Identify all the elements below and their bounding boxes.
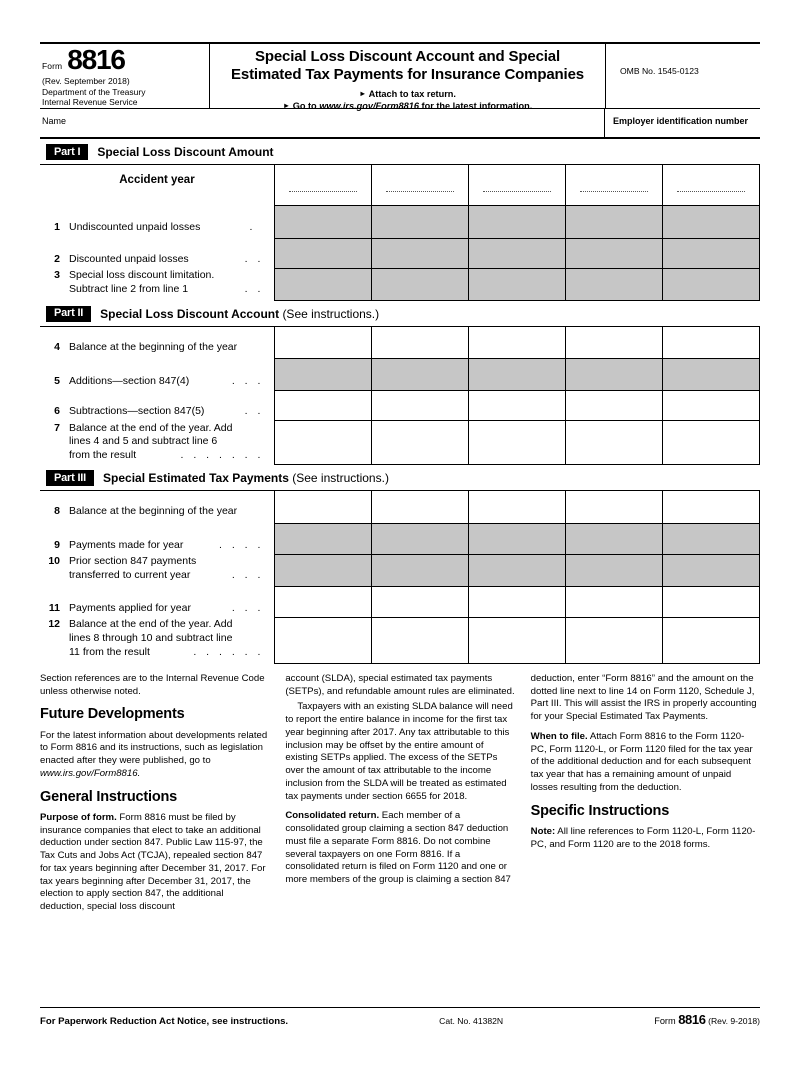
part-1-banner xyxy=(40,139,760,164)
line-7-text-2: lines 4 and 5 and subtract line 6 xyxy=(69,435,218,448)
line-1-col-3[interactable] xyxy=(468,205,565,238)
line-6-dots: . . xyxy=(244,404,264,417)
line-10-col-3[interactable] xyxy=(468,554,565,586)
line-1-text-wrap xyxy=(69,221,274,235)
line-6-col-1[interactable] xyxy=(274,391,371,421)
line-12-col-4[interactable] xyxy=(565,617,662,663)
line-12-col-3[interactable] xyxy=(468,617,565,663)
part-3-title-main: Special Estimated Tax Payments xyxy=(103,471,289,486)
accident-year-label-cell xyxy=(40,165,274,206)
department-line-1: Department of the Treasury xyxy=(42,86,146,97)
accident-year-col-2[interactable] xyxy=(371,165,468,206)
line-1-col-2[interactable] xyxy=(371,205,468,238)
department-line-2: Internal Revenue Service xyxy=(42,97,138,108)
right-triangle-icon: ► xyxy=(359,88,367,98)
line-9-col-4[interactable] xyxy=(565,523,662,554)
line-5-dots: . . . xyxy=(231,374,264,387)
line-11-col-2[interactable] xyxy=(371,586,468,617)
part-3-title-note: (See instructions.) xyxy=(292,471,389,486)
line-2-col-5[interactable] xyxy=(662,238,759,268)
line-4-col-3[interactable] xyxy=(468,326,565,359)
line-11-col-1[interactable] xyxy=(274,586,371,617)
line-9-text: Payments made for year xyxy=(69,539,184,552)
line-7 xyxy=(40,421,274,463)
line-8-col-1[interactable] xyxy=(274,491,371,524)
line-5-text-wrap xyxy=(69,375,274,389)
table-row xyxy=(40,421,760,465)
line-12-text-2: lines 8 through 10 and subtract line xyxy=(69,632,233,645)
table-row xyxy=(40,617,760,663)
form-page xyxy=(0,42,800,1077)
goto-prefix: Go to xyxy=(292,100,320,111)
table-row xyxy=(40,205,760,238)
accident-year-header-row xyxy=(40,165,760,206)
year-fill-line xyxy=(289,191,357,192)
form-revision-date: (Rev. September 2018) xyxy=(42,76,130,86)
form-number-row xyxy=(42,46,205,74)
line-2-col-3[interactable] xyxy=(468,238,565,268)
line-10-col-4[interactable] xyxy=(565,554,662,586)
line-12-dots: . . . . . . xyxy=(193,645,264,658)
line-12 xyxy=(40,617,274,659)
part-2-title-note: (See instructions.) xyxy=(282,306,380,321)
line-5-col-5[interactable] xyxy=(662,359,759,391)
line-4-col-1[interactable] xyxy=(274,326,371,359)
form-header xyxy=(40,42,760,109)
line-6 xyxy=(40,391,274,419)
line-4-number: 4 xyxy=(54,340,60,353)
part-2-banner xyxy=(40,301,760,326)
line-2-col-2[interactable] xyxy=(371,238,468,268)
line-5-col-2[interactable] xyxy=(371,359,468,391)
footer-form-label: Form xyxy=(654,1016,676,1026)
line-1-text: Undiscounted unpaid losses xyxy=(69,221,201,234)
line-3-col-2[interactable] xyxy=(371,268,468,300)
consolidated-return-label: Consolidated return. xyxy=(285,810,380,822)
footer-form-number: 8816 xyxy=(678,1012,706,1027)
line-8-label-cell xyxy=(40,491,274,524)
line-2-number: 2 xyxy=(54,253,60,266)
form-title-line-2: Estimated Tax Payments for Insurance Companies xyxy=(231,66,584,84)
line-10-col-5[interactable] xyxy=(662,554,759,586)
instructions-section xyxy=(40,673,760,921)
line-12-text-wrap xyxy=(69,618,274,659)
line-3-dots: . . xyxy=(244,282,264,295)
line-6-text: Subtractions—section 847(5) xyxy=(69,404,205,417)
line-11-col-3[interactable] xyxy=(468,586,565,617)
line-10-text-wrap xyxy=(69,555,274,582)
line-5-col-1[interactable] xyxy=(274,359,371,391)
part-1-tag: Part I xyxy=(46,144,88,160)
line-2-text: Discounted unpaid losses xyxy=(69,253,189,266)
line-9-col-5[interactable] xyxy=(662,523,759,554)
future-developments-period: . xyxy=(137,767,141,779)
line-8-col-4[interactable] xyxy=(565,491,662,524)
form-label: Form xyxy=(42,61,63,71)
note-paragraph xyxy=(531,826,760,852)
line-2-dots: . . xyxy=(244,253,264,266)
goto-suffix: for the latest information. xyxy=(418,100,533,111)
line-3-text: Special loss discount limitation. xyxy=(69,269,215,282)
line-11 xyxy=(40,586,274,616)
irs-form-url[interactable]: www.irs.gov/Form8816 xyxy=(40,767,138,779)
line-4-col-4[interactable] xyxy=(565,326,662,359)
line-2-label-cell xyxy=(40,238,274,268)
line-3 xyxy=(40,268,274,296)
line-8-number: 8 xyxy=(54,505,60,518)
line-6-col-4[interactable] xyxy=(565,391,662,421)
line-1-dots: . xyxy=(249,221,256,234)
line-7-text-wrap xyxy=(69,422,274,463)
line-6-col-5[interactable] xyxy=(662,391,759,421)
part-3-title xyxy=(103,471,389,485)
line-1-col-5[interactable] xyxy=(662,205,759,238)
line-4-col-5[interactable] xyxy=(662,326,759,359)
year-fill-line xyxy=(580,191,648,192)
table-row xyxy=(40,491,760,524)
part-3-tag: Part III xyxy=(46,470,94,486)
line-9-dots: . . . . xyxy=(219,539,264,552)
line-9-col-3[interactable] xyxy=(468,523,565,554)
line-2-text-wrap xyxy=(69,253,274,267)
line-10-text: Prior section 847 payments xyxy=(69,555,197,568)
line-8-col-3[interactable] xyxy=(468,491,565,524)
line-12-text-3: 11 from the result xyxy=(69,645,150,658)
line-1 xyxy=(40,205,274,235)
line-12-col-1[interactable] xyxy=(274,617,371,663)
line-11-dots: . . . xyxy=(231,602,264,615)
line-9-col-2[interactable] xyxy=(371,523,468,554)
consolidated-continued-text: deduction, enter “Form 8816” and the amount on the dotted line next to line 14 on Form 1120, Schedule J, Part III. This will assist the IRS in properly accounting for your Special Estimated Tax Payments. xyxy=(530,672,757,723)
goto-url[interactable]: www.irs.gov/Form8816 xyxy=(319,100,419,111)
line-5-text: Additions—section 847(4) xyxy=(69,374,190,387)
instructions-column-3 xyxy=(531,673,760,921)
accident-year-col-3[interactable] xyxy=(468,165,565,206)
line-4-col-2[interactable] xyxy=(371,326,468,359)
purpose-of-form-paragraph xyxy=(40,812,269,914)
line-3-col-5[interactable] xyxy=(662,268,759,300)
form-number: 8816 xyxy=(67,44,125,75)
year-fill-line xyxy=(677,191,745,192)
part-2-title-main: Special Loss Discount Account xyxy=(100,306,280,321)
year-fill-line xyxy=(386,191,454,192)
part-2-title xyxy=(100,307,379,321)
part-2-table xyxy=(40,326,760,466)
line-1-col-1[interactable] xyxy=(274,205,371,238)
line-7-col-2[interactable] xyxy=(371,421,468,465)
when-to-file-body: Attach Form 8816 to the Form 1120-PC, Form 1120-L, or Form 1120 filed for the tax year of the additional deduction and for each subsequent tax year that has a remaining amount of unpaid losses resulting from the deduction. xyxy=(530,730,753,793)
line-8-col-5[interactable] xyxy=(662,491,759,524)
note-label: Note: xyxy=(530,825,556,837)
line-7-col-3[interactable] xyxy=(468,421,565,465)
omb-number: OMB No. 1545-0123 xyxy=(620,66,699,76)
line-5-number: 5 xyxy=(54,374,60,387)
line-9-text-wrap xyxy=(69,539,274,553)
line-8-text: Balance at the beginning of the year xyxy=(69,505,238,518)
line-5-label-cell xyxy=(40,359,274,391)
part-1-title: Special Loss Discount Amount xyxy=(97,145,274,160)
footer-form-id xyxy=(654,1012,760,1027)
goto-instruction xyxy=(216,101,599,113)
line-3-col-1[interactable] xyxy=(274,268,371,300)
part-1-table xyxy=(40,164,760,301)
form-identity-block xyxy=(40,44,210,108)
future-developments-text: For the latest information about developments related to Form 8816 and its instructions, such as legislation enacted after they were published, go to xyxy=(40,729,268,767)
attach-text: Attach to tax return. xyxy=(368,88,456,99)
line-7-col-5[interactable] xyxy=(662,421,759,465)
line-12-col-5[interactable] xyxy=(662,617,759,663)
specific-instructions-heading: Specific Instructions xyxy=(530,802,670,819)
line-7-col-4[interactable] xyxy=(565,421,662,465)
taxpayers-slda-paragraph: Taxpayers with an existing SLDA balance will need to report the entire balance in income for the first tax year beginning after 2017. Any tax attributable to this inclusion may be offset by the entire amount of existing SETPs applied. The excess of the SETPs over the amount of tax attributable to the income inclusion from the SLDA will be treated as estimated tax payments under section 6655 for 2018. xyxy=(285,701,513,802)
line-12-number: 12 xyxy=(48,618,60,631)
line-6-number: 6 xyxy=(54,404,60,417)
line-11-text: Payments applied for year xyxy=(69,602,191,615)
table-row xyxy=(40,523,760,554)
omb-block xyxy=(605,44,760,108)
section-references-text: Section references are to the Internal Revenue Code unless otherwise noted. xyxy=(40,672,265,697)
line-2-col-1[interactable] xyxy=(274,238,371,268)
general-instructions-heading: General Instructions xyxy=(40,788,178,805)
part-3-table xyxy=(40,490,760,664)
instructions-column-1 xyxy=(40,673,269,921)
line-9-col-1[interactable] xyxy=(274,523,371,554)
line-10-col-2[interactable] xyxy=(371,554,468,586)
footer-revision: (Rev. 9-2018) xyxy=(708,1016,760,1026)
line-8-col-2[interactable] xyxy=(371,491,468,524)
name-ein-row xyxy=(40,109,760,139)
table-row xyxy=(40,326,760,359)
line-11-col-4[interactable] xyxy=(565,586,662,617)
when-to-file-label: When to file. xyxy=(530,730,588,742)
table-row xyxy=(40,268,760,300)
line-5 xyxy=(40,359,274,389)
line-5-col-3[interactable] xyxy=(468,359,565,391)
line-10 xyxy=(40,554,274,582)
consolidated-return-paragraph xyxy=(285,810,514,887)
attach-instruction xyxy=(216,89,599,101)
line-11-label-cell xyxy=(40,586,274,617)
future-developments-heading: Future Developments xyxy=(40,706,185,723)
accident-year-col-1[interactable] xyxy=(274,165,371,206)
year-fill-line xyxy=(483,191,551,192)
table-row xyxy=(40,554,760,586)
line-6-col-2[interactable] xyxy=(371,391,468,421)
part-3-banner xyxy=(40,465,760,490)
line-7-number: 7 xyxy=(54,421,60,434)
line-7-text-3: from the result xyxy=(69,449,137,462)
line-10-col-1[interactable] xyxy=(274,554,371,586)
line-7-col-1[interactable] xyxy=(274,421,371,465)
part-2-tag: Part II xyxy=(46,306,91,322)
name-field[interactable] xyxy=(40,109,605,137)
right-triangle-icon: ► xyxy=(282,100,291,110)
line-9 xyxy=(40,523,274,553)
line-3-label-cell xyxy=(40,268,274,300)
line-7-label-cell xyxy=(40,421,274,465)
line-1-label-cell xyxy=(40,205,274,238)
line-6-text-wrap xyxy=(69,405,274,419)
name-label: Name xyxy=(42,116,67,126)
purpose-continued-text: account (SLDA), special estimated tax payments (SETPs), and refundable amount rules are eliminated. xyxy=(285,672,515,697)
line-9-label-cell xyxy=(40,523,274,554)
line-2-col-4[interactable] xyxy=(565,238,662,268)
line-4 xyxy=(40,327,274,355)
form-footer xyxy=(40,1007,760,1027)
line-3-col-4[interactable] xyxy=(565,268,662,300)
line-10-dots: . . . xyxy=(231,569,264,582)
line-1-col-4[interactable] xyxy=(565,205,662,238)
line-5-col-4[interactable] xyxy=(565,359,662,391)
line-10-label-cell xyxy=(40,554,274,586)
purpose-of-form-body: Form 8816 must be filed by insurance companies that elect to take an additional deduction under section 847. Public Law 115-97, the Tax Cuts and Jobs Act (TCJA), repealed section 847 for tax years beginning after December 31, 2017. For tax years beginning after December 31, 2017, the election to apply section 847, the additional deduction, special loss discount xyxy=(40,811,266,913)
line-3-text-2: Subtract line 2 from line 1 xyxy=(69,282,189,295)
line-10-number: 10 xyxy=(48,555,60,568)
line-3-number: 3 xyxy=(54,269,60,282)
accident-year-label: Accident year xyxy=(119,174,195,187)
line-11-col-5[interactable] xyxy=(662,586,759,617)
form-title-block xyxy=(210,44,605,111)
table-row xyxy=(40,391,760,421)
line-11-number: 11 xyxy=(48,602,60,615)
accident-year-col-5[interactable] xyxy=(662,165,759,206)
line-3-text-wrap xyxy=(69,269,274,296)
catalog-number: Cat. No. 41382N xyxy=(439,1016,504,1026)
line-12-text: Balance at the end of the year. Add xyxy=(69,618,233,631)
line-8 xyxy=(40,491,274,519)
line-9-number: 9 xyxy=(54,539,60,552)
paperwork-notice-text: For Paperwork Reduction Act Notice, see instructions. xyxy=(40,1016,289,1027)
ein-label: Employer identification number xyxy=(613,116,749,126)
line-11-text-wrap xyxy=(69,602,274,616)
when-to-file-paragraph xyxy=(531,731,760,795)
line-7-text: Balance at the end of the year. Add xyxy=(69,421,233,434)
future-developments-body xyxy=(40,730,269,781)
line-12-col-2[interactable] xyxy=(371,617,468,663)
line-7-dots: . . . . . . . xyxy=(180,449,264,462)
line-10-text-2: transferred to current year xyxy=(69,569,191,582)
ein-field[interactable] xyxy=(605,109,760,137)
line-4-text: Balance at the beginning of the year xyxy=(69,340,238,353)
line-3-col-3[interactable] xyxy=(468,268,565,300)
purpose-of-form-label: Purpose of form. xyxy=(40,811,117,823)
line-4-label-cell xyxy=(40,326,274,359)
table-row xyxy=(40,359,760,391)
table-row xyxy=(40,586,760,617)
line-6-col-3[interactable] xyxy=(468,391,565,421)
consolidated-return-body: Each member of a consolidated group claiming a section 847 deduction must file a separate Form 8816. Do not combine several taxpayers on one Form 8816. If a consolidated return is filed on Form 1120 and one or more members of the group is claiming a section 847 xyxy=(285,810,511,886)
line-12-label-cell xyxy=(40,617,274,663)
instructions-column-2 xyxy=(285,673,514,921)
note-body: All line references to Form 1120-L, Form 1120-PC, and Form 1120 are to the 2018 forms. xyxy=(530,825,756,850)
line-1-number: 1 xyxy=(54,221,60,234)
accident-year-col-4[interactable] xyxy=(565,165,662,206)
line-2 xyxy=(40,238,274,267)
line-6-label-cell xyxy=(40,391,274,421)
form-title-line-1: Special Loss Discount Account and Special xyxy=(254,48,561,65)
table-row xyxy=(40,238,760,268)
